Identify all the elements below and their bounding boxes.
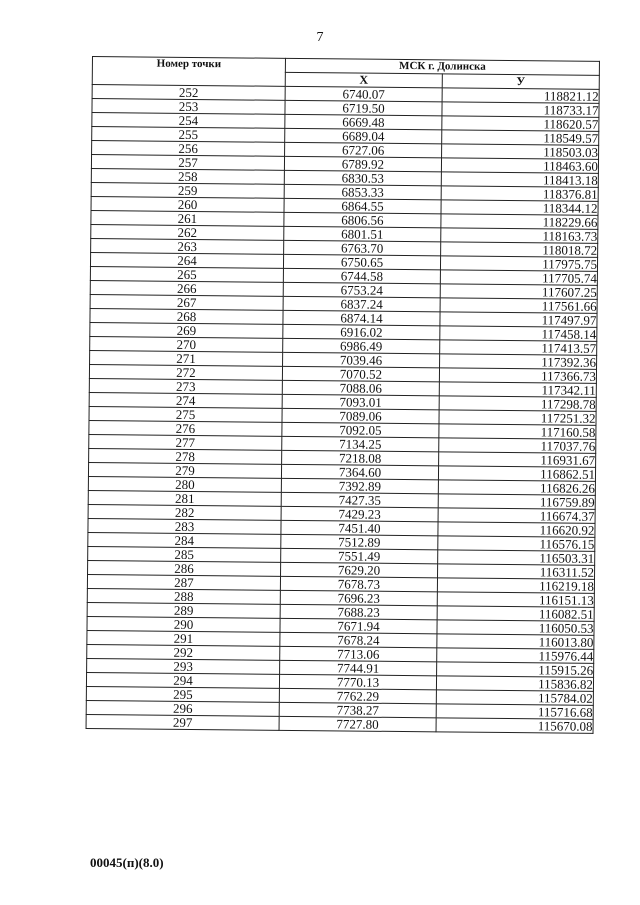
point-number-cell: 252	[92, 85, 285, 101]
point-number-cell: 271	[90, 350, 283, 366]
x-coordinate-cell: 6719.50	[285, 100, 442, 116]
x-coordinate-cell: 6753.24	[283, 282, 440, 298]
point-number-cell: 275	[89, 406, 282, 422]
y-coordinate-cell: 117705.74	[440, 270, 597, 286]
x-coordinate-cell: 6801.51	[284, 226, 441, 242]
x-coordinate-cell: 7770.13	[279, 674, 436, 690]
y-coordinate-cell: 116862.51	[438, 466, 595, 482]
y-coordinate-cell: 115976.44	[437, 648, 594, 664]
y-coordinate-cell: 118549.57	[442, 130, 599, 146]
x-coordinate-cell: 7629.20	[281, 562, 438, 578]
y-coordinate-cell: 117342.11	[439, 382, 596, 398]
y-coordinate-cell: 117392.36	[440, 354, 597, 370]
y-coordinate-cell: 116082.51	[437, 606, 594, 622]
x-coordinate-cell: 7092.05	[282, 422, 439, 438]
point-number-cell: 272	[89, 364, 282, 380]
point-number-cell: 283	[88, 518, 281, 534]
x-coordinate-cell: 7727.80	[279, 716, 436, 732]
coordinates-table-body	[86, 85, 599, 734]
x-coordinate-cell: 6874.14	[283, 310, 440, 326]
point-number-cell: 295	[86, 686, 279, 702]
x-coordinate-cell: 7392.89	[281, 478, 438, 494]
point-number-header: Номер точки	[92, 57, 285, 87]
point-number-cell: 263	[91, 238, 284, 254]
y-coordinate-cell: 115915.26	[437, 662, 594, 678]
y-coordinate-cell: 116931.67	[439, 452, 596, 468]
y-coordinate-cell: 116219.18	[437, 578, 594, 594]
page-number: 7	[316, 30, 324, 45]
x-coordinate-cell: 7134.25	[282, 436, 439, 452]
y-coordinate-cell: 116503.31	[438, 550, 595, 566]
x-coordinate-cell: 7070.52	[282, 366, 439, 382]
y-coordinate-cell: 116620.92	[438, 522, 595, 538]
y-coordinate-cell: 117298.78	[439, 396, 596, 412]
y-coordinate-cell: 117497.97	[440, 312, 597, 328]
y-column-header: У	[442, 74, 599, 90]
x-coordinate-cell: 7744.91	[280, 660, 437, 676]
point-number-cell: 268	[90, 308, 283, 324]
x-coordinate-cell: 6689.04	[285, 128, 442, 144]
y-coordinate-cell: 118163.73	[441, 228, 598, 244]
y-coordinate-cell: 118821.12	[442, 88, 599, 104]
point-number-cell: 273	[89, 378, 282, 394]
point-number-cell: 286	[88, 560, 281, 576]
y-coordinate-cell: 118376.81	[441, 186, 598, 202]
y-coordinate-cell: 116013.80	[437, 634, 594, 650]
y-coordinate-cell: 117975.75	[440, 256, 597, 272]
point-number-cell: 262	[91, 224, 284, 240]
point-number-cell: 296	[86, 700, 279, 716]
y-coordinate-cell: 116674.37	[438, 508, 595, 524]
document-code: 00045(п)(8.0)	[90, 855, 164, 870]
x-coordinate-cell: 7364.60	[281, 464, 438, 480]
y-coordinate-cell: 117160.58	[439, 424, 596, 440]
coordinates-table-wrapper	[86, 56, 600, 734]
point-number-cell: 278	[89, 448, 282, 464]
x-coordinate-cell: 7093.01	[282, 394, 439, 410]
x-coordinate-cell: 6669.48	[285, 114, 442, 130]
x-coordinate-cell: 6744.58	[283, 268, 440, 284]
x-coordinate-cell: 6740.07	[285, 86, 442, 102]
point-number-cell: 284	[88, 532, 281, 548]
y-coordinate-cell: 115670.08	[436, 718, 593, 734]
point-number-cell: 293	[87, 658, 280, 674]
x-coordinate-cell: 7088.06	[282, 380, 439, 396]
x-coordinate-cell: 6986.49	[283, 338, 440, 354]
point-number-cell: 253	[92, 99, 285, 115]
y-coordinate-cell: 118620.57	[442, 116, 599, 132]
x-coordinate-cell: 7671.94	[280, 618, 437, 634]
x-coordinate-cell: 7678.24	[280, 632, 437, 648]
y-coordinate-cell: 116151.13	[437, 592, 594, 608]
y-coordinate-cell: 117607.25	[440, 284, 597, 300]
x-coordinate-cell: 6830.53	[284, 170, 441, 186]
point-number-cell: 282	[88, 504, 281, 520]
point-number-cell: 285	[88, 546, 281, 562]
x-coordinate-cell: 7551.49	[281, 548, 438, 564]
y-coordinate-cell: 118413.18	[441, 172, 598, 188]
point-number-cell: 289	[87, 602, 280, 618]
point-number-cell: 259	[91, 182, 284, 198]
x-coordinate-cell: 7762.29	[279, 688, 436, 704]
point-number-cell: 276	[89, 420, 282, 436]
y-coordinate-cell: 115716.68	[436, 704, 593, 720]
x-coordinate-cell: 6727.06	[285, 142, 442, 158]
point-number-cell: 256	[92, 141, 285, 157]
point-number-cell: 279	[88, 462, 281, 478]
point-number-cell: 281	[88, 490, 281, 506]
x-coordinate-cell: 6837.24	[283, 296, 440, 312]
y-coordinate-cell: 118344.12	[441, 200, 598, 216]
y-coordinate-cell: 115784.02	[436, 690, 593, 706]
point-number-cell: 257	[91, 155, 284, 171]
point-number-cell: 266	[90, 280, 283, 296]
point-number-cell: 264	[90, 252, 283, 268]
point-number-cell: 265	[90, 266, 283, 282]
y-coordinate-cell: 117413.57	[440, 340, 597, 356]
msk-system-header: МСК г. Долинска	[285, 58, 599, 75]
y-coordinate-cell: 116759.89	[438, 494, 595, 510]
x-coordinate-cell: 7512.89	[281, 534, 438, 550]
x-coordinate-cell: 7427.35	[281, 492, 438, 508]
x-coordinate-cell: 7713.06	[280, 646, 437, 662]
y-coordinate-cell: 118503.03	[442, 144, 599, 160]
x-coordinate-cell: 7429.23	[281, 506, 438, 522]
coordinates-table	[86, 56, 600, 734]
point-number-cell: 290	[87, 616, 280, 632]
y-coordinate-cell: 117037.76	[439, 438, 596, 454]
point-number-cell: 274	[89, 392, 282, 408]
x-column-header: X	[285, 72, 442, 88]
x-coordinate-cell: 7696.23	[280, 590, 437, 606]
point-number-cell: 267	[90, 294, 283, 310]
point-number-cell: 261	[91, 210, 284, 226]
x-coordinate-cell: 6806.56	[284, 212, 441, 228]
y-coordinate-cell: 116576.15	[438, 536, 595, 552]
x-coordinate-cell: 7089.06	[282, 408, 439, 424]
point-number-cell: 277	[89, 434, 282, 450]
x-coordinate-cell: 7039.46	[283, 352, 440, 368]
point-number-cell: 280	[88, 476, 281, 492]
x-coordinate-cell: 6750.65	[283, 254, 440, 270]
y-coordinate-cell: 116050.53	[437, 620, 594, 636]
y-coordinate-cell: 117251.32	[439, 410, 596, 426]
y-coordinate-cell: 116311.52	[438, 564, 595, 580]
y-coordinate-cell: 117561.66	[440, 298, 597, 314]
x-coordinate-cell: 7678.73	[280, 576, 437, 592]
point-number-cell: 292	[87, 644, 280, 660]
x-coordinate-cell: 7738.27	[279, 702, 436, 718]
point-number-cell: 255	[92, 127, 285, 143]
point-number-cell: 287	[87, 574, 280, 590]
point-number-cell: 260	[91, 196, 284, 212]
point-number-cell: 297	[86, 714, 279, 730]
y-coordinate-cell: 115836.82	[436, 676, 593, 692]
x-coordinate-cell: 6763.70	[284, 240, 441, 256]
y-coordinate-cell: 116826.26	[438, 480, 595, 496]
x-coordinate-cell: 6916.02	[283, 324, 440, 340]
y-coordinate-cell: 117458.14	[440, 326, 597, 342]
x-coordinate-cell: 6853.33	[284, 184, 441, 200]
point-number-cell: 270	[90, 336, 283, 352]
y-coordinate-cell: 118229.66	[441, 214, 598, 230]
x-coordinate-cell: 6789.92	[284, 156, 441, 172]
y-coordinate-cell: 118463.60	[441, 158, 598, 174]
point-number-cell: 254	[92, 113, 285, 129]
y-coordinate-cell: 118733.17	[442, 102, 599, 118]
point-number-cell: 269	[90, 322, 283, 338]
y-coordinate-cell: 118018.72	[441, 242, 598, 258]
x-coordinate-cell: 7688.23	[280, 604, 437, 620]
x-coordinate-cell: 7451.40	[281, 520, 438, 536]
point-number-cell: 288	[87, 588, 280, 604]
x-coordinate-cell: 7218.08	[282, 450, 439, 466]
y-coordinate-cell: 117366.73	[439, 368, 596, 384]
point-number-cell: 258	[91, 168, 284, 184]
x-coordinate-cell: 6864.55	[284, 198, 441, 214]
point-number-cell: 291	[87, 630, 280, 646]
point-number-cell: 294	[86, 672, 279, 688]
